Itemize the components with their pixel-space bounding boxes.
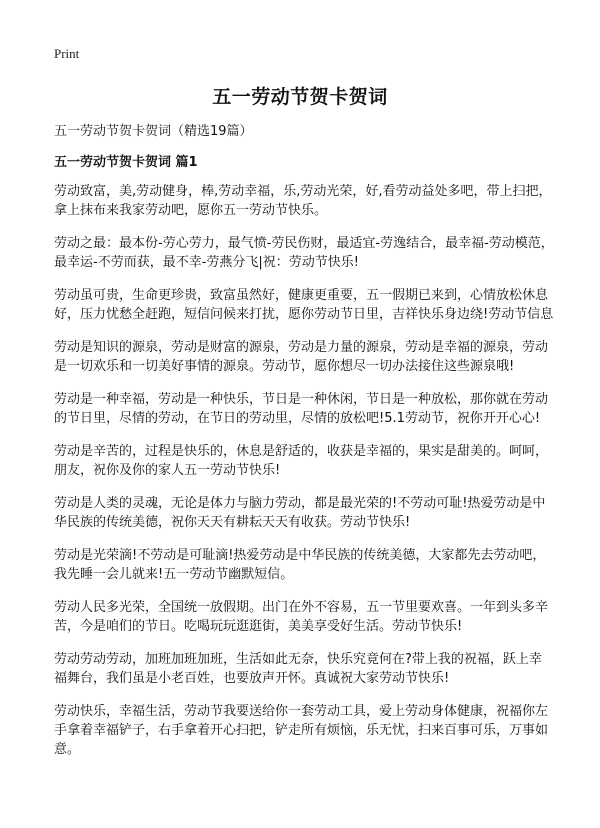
section-heading: 五一劳动节贺卡贺词 篇1 xyxy=(54,155,198,170)
greeting-paragraph: 劳动劳动劳动，加班加班加班，生活如此无奈，快乐究竟何在?带上我的祝福，跃上幸福舞台，我们虽是小老百姓，也要放声开怀。真诚祝大家劳动节快乐! xyxy=(54,652,542,686)
greeting-paragraph: 劳动是光荣滴!不劳动是可耻滴!热爱劳动是中华民族的传统美德，大家都先去劳动吧，我先睡一会儿就来!五一劳动节幽默短信。 xyxy=(54,548,546,582)
greeting-paragraph: 劳动快乐，幸福生活，劳动节我要送给你一套劳动工具，爱上劳动身体健康，祝福你左手拿着幸福铲子，右手拿着开心扫把，铲走所有烦恼，乐无忧，扫来百事可乐，万事如意。 xyxy=(54,704,549,757)
greeting-paragraph: 劳动人民多光荣，全国统一放假期。出门在外不容易，五一节里要欢喜。一年到头多辛苦，今是咱们的节日。吃喝玩玩逛逛街，美美享受好生活。劳动节快乐! xyxy=(54,600,549,634)
page-title: 五一劳动节贺卡贺词 xyxy=(212,86,388,108)
greeting-paragraph: 劳动是辛苦的，过程是快乐的，休息是舒适的，收获是幸福的，果实是甜美的。呵呵，朋友，祝你及你的家人五一劳动节快乐! xyxy=(54,444,549,478)
greeting-paragraph: 劳动虽可贵，生命更珍贵，致富虽然好，健康更重要，五一假期已来到，心情放松休息好，压力忧愁全赶跑，短信问候来打扰，愿你劳动节日里，吉祥快乐身边绕!劳动节信息 xyxy=(54,288,554,322)
greeting-paragraph: 劳动致富，美,劳动健身，棒,劳动幸福，乐,劳动光荣，好,看劳动益处多吧，带上扫把，拿上抹布来我家劳动吧，愿你五一劳动节快乐。 xyxy=(54,184,552,218)
document-subtitle: 五一劳动节贺卡贺词（精选19篇） xyxy=(54,124,253,139)
print-link[interactable]: Print xyxy=(54,46,80,61)
greeting-paragraph: 劳动是一种幸福，劳动是一种快乐，节日是一种休闲，节日是一种放松，那你就在劳动的节日里，尽情的劳动，在节日的劳动里，尽情的放松吧!5.1劳动节，祝你开开心心! xyxy=(54,392,549,426)
greetings-body xyxy=(54,182,554,773)
greeting-paragraph: 劳动是知识的源泉，劳动是财富的源泉，劳动是力量的源泉，劳动是幸福的源泉，劳动是一切欢乐和一切美好事情的源泉。劳动节，愿你想尽一切办法接住这些源泉哦! xyxy=(54,340,549,374)
greeting-paragraph: 劳动之最：最本份-劳心劳力，最气愤-劳民伤财，最适宜-劳逸结合，最幸福-劳动模范，最幸运-不劳而获，最不幸-劳燕分飞|祝：劳动节快乐! xyxy=(54,236,554,270)
greeting-paragraph: 劳动是人类的灵魂，无论是体力与脑力劳动，都是最光荣的!不劳动可耻!热爱劳动是中华民族的传统美德，祝你天天有耕耘天天有收获。劳动节快乐! xyxy=(54,496,546,530)
